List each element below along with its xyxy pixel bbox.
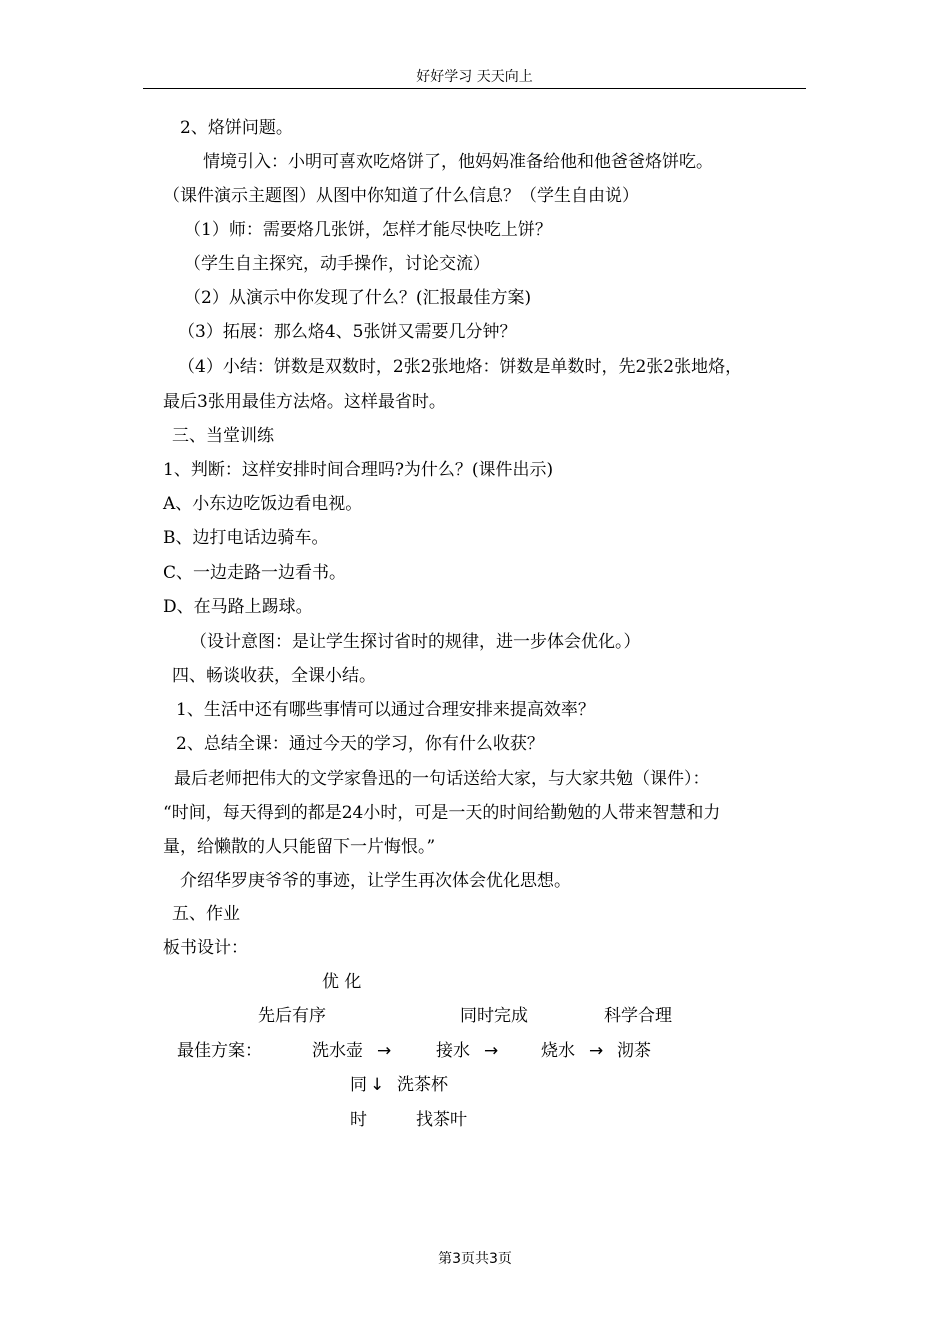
para-line: （3）拓展：那么烙4、5张饼又需要几分钟？ [178, 322, 517, 342]
sub-find-tea: 找茶叶 [416, 1110, 467, 1130]
para-line: 板书设计： [163, 938, 248, 958]
para-line: （设计意图：是让学生探讨省时的规律，进一步体会优化。） [190, 632, 641, 652]
board-col-1: 先后有序 [258, 1006, 326, 1026]
step-fetch-water: 接水 [436, 1041, 470, 1061]
board-col-3: 科学合理 [604, 1006, 672, 1026]
sub-wash-cups: 洗茶杯 [397, 1075, 448, 1095]
section-heading: 五、作业 [172, 904, 240, 924]
step-boil-water: 烧水 [541, 1041, 575, 1061]
para-line: 介绍华罗庚爷爷的事迹，让学生再次体会优化思想。 [180, 871, 571, 891]
para-line: （学生自主探究，动手操作，讨论交流） [184, 254, 490, 274]
same-time-label-1: 同 [350, 1075, 367, 1095]
para-line: 2、烙饼问题。 [180, 118, 293, 138]
arrow-down-icon: ↓ [370, 1075, 385, 1095]
arrow-right-icon: → [484, 1041, 499, 1061]
para-line: （2）从演示中你发现了什么？(汇报最佳方案) [184, 288, 532, 308]
option-line: B、边打电话边骑车。 [163, 528, 329, 548]
para-line: （4）小结：饼数是双数时，2张2张地烙：饼数是单数时，先2张2张地烙， [178, 357, 743, 377]
plan-label: 最佳方案： [177, 1041, 262, 1061]
para-line: 最后老师把伟大的文学家鲁迅的一句话送给大家，与大家共勉（课件）： [174, 769, 710, 789]
para-line: 情境引入：小明可喜欢吃烙饼了，他妈妈准备给他和他爸爸烙饼吃。 [203, 152, 713, 172]
arrow-right-icon: → [589, 1041, 604, 1061]
para-line: 最后3张用最佳方法烙。这样最省时。 [163, 392, 446, 412]
step-make-tea: 沏茶 [617, 1041, 651, 1061]
arrow-right-icon: → [377, 1041, 392, 1061]
quote-line: 量，给懒散的人只能留下一片悔恨。” [163, 837, 436, 857]
para-line: （1）师：需要烙几张饼，怎样才能尽快吃上饼？ [184, 220, 552, 240]
para-line: 1、判断：这样安排时间合理吗?为什么？(课件出示) [163, 460, 554, 480]
quote-line: “时间，每天得到的都是24小时，可是一天的时间给勤勉的人带来智慧和力 [163, 803, 721, 823]
para-line: 2、总结全课：通过今天的学习，你有什么收获？ [176, 734, 544, 754]
para-line: 1、生活中还有哪些事情可以通过合理安排来提高效率？ [176, 700, 595, 720]
option-line: C、一边走路一边看书。 [163, 563, 347, 583]
page-footer: 第3页共3页 [438, 1251, 512, 1267]
same-time-label-2: 时 [350, 1110, 367, 1130]
board-col-2: 同时完成 [460, 1006, 528, 1026]
section-heading: 三、当堂训练 [172, 426, 274, 446]
option-line: A、小东边吃饭边看电视。 [163, 494, 363, 514]
para-line: （课件演示主题图）从图中你知道了什么信息？（学生自由说） [163, 186, 639, 206]
section-heading: 四、畅谈收获，全课小结。 [172, 666, 376, 686]
option-line: D、在马路上踢球。 [163, 597, 313, 617]
step-wash-kettle: 洗水壶 [312, 1041, 363, 1061]
header-rule [143, 88, 806, 89]
page-header: 好好学习 天天向上 [416, 69, 533, 85]
board-title: 优 化 [322, 972, 362, 992]
